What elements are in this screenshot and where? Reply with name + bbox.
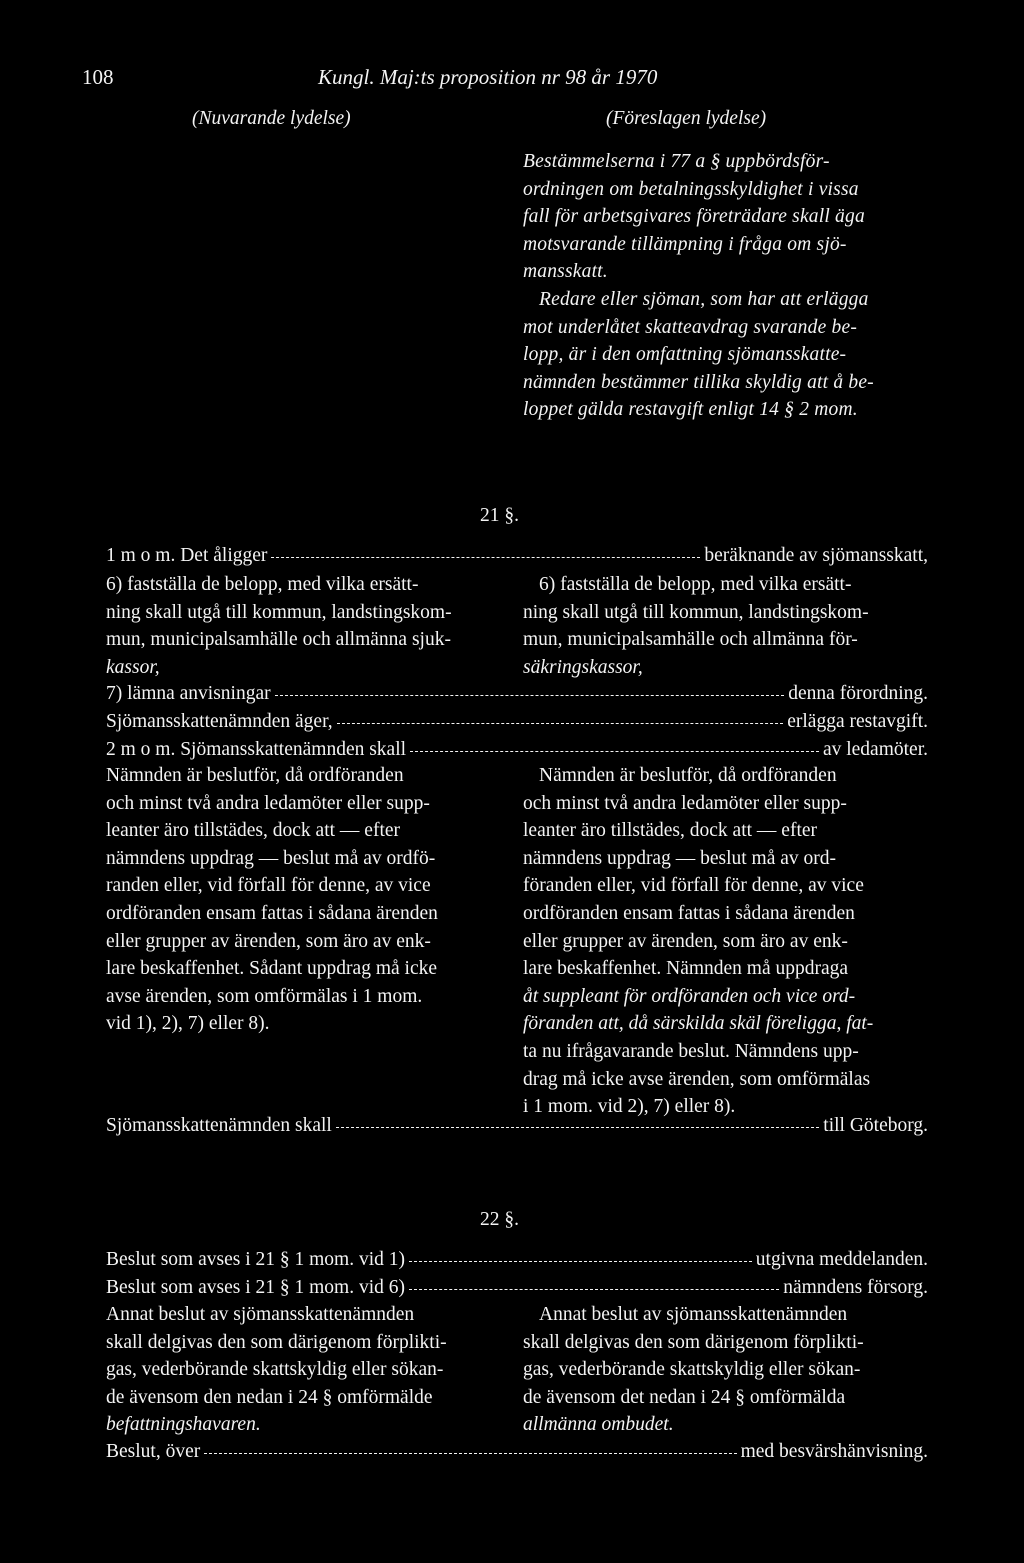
line-end: med besvärshänvisning. bbox=[740, 1441, 928, 1462]
text-line: Redare eller sjöman, som har att erlägga bbox=[539, 288, 869, 310]
text-line: nämndens uppdrag — beslut må av ordfö- bbox=[106, 847, 436, 869]
dash-leader bbox=[271, 542, 700, 570]
text-line: de ävensom det nedan i 24 § omförmälda bbox=[523, 1386, 846, 1408]
text-line: fall för arbetsgivares företrädare skall äga bbox=[523, 206, 865, 228]
text-line: nämnden bestämmer tillika skyldig att å be- bbox=[523, 371, 874, 393]
text-line: avse ärenden, som omförmälas i 1 mom. bbox=[106, 985, 423, 1007]
line-end: utgivna meddelanden. bbox=[755, 1249, 928, 1270]
mom1-line bbox=[106, 542, 928, 570]
text-line: mun, municipalsamhälle och allmänna för- bbox=[523, 629, 858, 651]
section-21-heading: 21 §. bbox=[480, 505, 519, 526]
text-line: 6) fastställa de belopp, med vilka ersätt- bbox=[539, 574, 852, 595]
text-line: Nämnden är beslutför, då ordföranden bbox=[539, 765, 837, 786]
text-line: befattningshavaren. bbox=[106, 1414, 261, 1436]
text-line: mot underlåtet skatteavdrag svarande be- bbox=[523, 316, 858, 338]
vid6-line bbox=[106, 1274, 928, 1302]
line-start: Sjömansskattenämnden äger, bbox=[106, 711, 333, 732]
text-line: lare beskaffenhet. Nämnden må uppdraga bbox=[523, 958, 849, 980]
line-end: beräknande av sjömansskatt, bbox=[704, 545, 928, 566]
page-number: 108 bbox=[82, 65, 114, 89]
dash-leader bbox=[337, 708, 784, 736]
line-start: 2 m o m. Sjömansskattenämnden skall bbox=[106, 739, 407, 760]
text-line: 6) fastställa de belopp, med vilka ersätt- bbox=[106, 574, 419, 595]
text-line: i 1 mom. vid 2), 7) eller 8). bbox=[523, 1096, 736, 1118]
dash-leader bbox=[409, 1246, 752, 1274]
annat-left bbox=[106, 1301, 447, 1439]
dash-leader bbox=[275, 680, 785, 708]
besvar-line bbox=[106, 1438, 928, 1466]
text-line: loppet gälda restavgift enligt 14 § 2 mom. bbox=[523, 399, 858, 421]
text-line: Annat beslut av sjömansskattenämnden bbox=[106, 1304, 415, 1325]
line-start: 7) lämna anvisningar bbox=[106, 683, 271, 704]
line-start: Sjömansskattenämnden skall bbox=[106, 1115, 332, 1136]
text-line: lopp, är i den omfattning sjömansskatte- bbox=[523, 344, 847, 366]
text-line: allmänna ombudet. bbox=[523, 1414, 674, 1436]
line-end: till Göteborg. bbox=[823, 1115, 928, 1136]
text-line: skall delgivas den som därigenom förplikti- bbox=[106, 1331, 447, 1353]
text-line: åt suppleant för ordföranden och vice ord- bbox=[523, 985, 856, 1007]
text-line: föranden eller, vid förfall för denne, av vice bbox=[523, 875, 864, 897]
line-start: Beslut, över bbox=[106, 1441, 201, 1462]
text-line: ning skall utgå till kommun, landstingskom- bbox=[523, 601, 869, 623]
text-line: leanter äro tillstädes, dock att — efter bbox=[106, 820, 401, 842]
text-line: mansskatt. bbox=[523, 261, 608, 283]
intro-right-paragraph bbox=[523, 148, 874, 424]
text-line: Annat beslut av sjömansskattenämnden bbox=[539, 1304, 848, 1325]
text-line: gas, vederbörande skattskyldig eller sökan- bbox=[523, 1359, 861, 1381]
line-end: nämndens försorg. bbox=[783, 1277, 928, 1298]
ager-line bbox=[106, 708, 928, 736]
text-line: mun, municipalsamhälle och allmänna sjuk- bbox=[106, 629, 451, 651]
line-end: denna förordning. bbox=[788, 683, 928, 704]
section-22-heading: 22 §. bbox=[480, 1209, 519, 1230]
text-line: motsvarande tillämpning i fråga om sjö- bbox=[523, 233, 847, 255]
body-left bbox=[106, 762, 438, 1038]
text-line: ta nu ifrågavarande beslut. Nämndens upp- bbox=[523, 1040, 859, 1062]
text-line: Nämnden är beslutför, då ordföranden bbox=[106, 765, 404, 786]
line-end: av ledamöter. bbox=[822, 739, 928, 760]
text-line: drag må icke avse ärenden, som omförmälas bbox=[523, 1068, 871, 1090]
text-line: och minst två andra ledamöter eller supp- bbox=[106, 792, 430, 814]
line-start: Beslut som avses i 21 § 1 mom. vid 6) bbox=[106, 1277, 405, 1298]
vid1-line bbox=[106, 1246, 928, 1274]
text-line: ordföranden ensam fattas i sådana ärenden bbox=[523, 902, 855, 924]
dash-leader bbox=[204, 1438, 736, 1466]
p6-left bbox=[106, 571, 452, 681]
goteborg-line bbox=[106, 1112, 928, 1140]
text-line: eller grupper av ärenden, som äro av enk- bbox=[523, 930, 848, 952]
line-end: erlägga restavgift. bbox=[787, 711, 928, 732]
text-line: kassor, bbox=[106, 656, 160, 678]
body-right bbox=[523, 762, 873, 1121]
p7-line bbox=[106, 680, 928, 708]
dash-leader bbox=[410, 736, 819, 764]
text-line: föranden att, då särskilda skäl föreligga, fat- bbox=[523, 1013, 874, 1035]
left-column-heading: (Nuvarande lydelse) bbox=[192, 108, 351, 129]
mom2-line bbox=[106, 736, 928, 764]
line-start: Beslut som avses i 21 § 1 mom. vid 1) bbox=[106, 1249, 405, 1270]
text-line: lare beskaffenhet. Sådant uppdrag må icke bbox=[106, 958, 438, 980]
text-line: ning skall utgå till kommun, landstingskom- bbox=[106, 601, 452, 623]
text-line: vid 1), 2), 7) eller 8). bbox=[106, 1013, 270, 1035]
right-column-heading: (Föreslagen lydelse) bbox=[606, 108, 767, 129]
document-title: Kungl. Maj:ts proposition nr 98 år 1970 bbox=[318, 65, 658, 89]
text-line: ordningen om betalningsskyldighet i vissa bbox=[523, 178, 859, 200]
line-start: 1 m o m. Det åligger bbox=[106, 545, 268, 566]
text-line: nämndens uppdrag — beslut må av ord- bbox=[523, 847, 837, 869]
text-line: säkringskassor, bbox=[523, 656, 643, 678]
text-line: de ävensom den nedan i 24 § omförmälde bbox=[106, 1386, 433, 1408]
text-line: och minst två andra ledamöter eller supp- bbox=[523, 792, 847, 814]
text-line: ordföranden ensam fattas i sådana ärenden bbox=[106, 902, 438, 924]
text-line: eller grupper av ärenden, som äro av enk- bbox=[106, 930, 431, 952]
text-line: Bestämmelserna i 77 a § uppbördsför- bbox=[523, 151, 830, 172]
text-line: skall delgivas den som därigenom förplikti- bbox=[523, 1331, 864, 1353]
dash-leader bbox=[336, 1112, 819, 1140]
dash-leader bbox=[409, 1274, 779, 1302]
annat-right bbox=[523, 1301, 864, 1439]
text-line: leanter äro tillstädes, dock att — efter bbox=[523, 820, 818, 842]
text-line: randen eller, vid förfall för denne, av vice bbox=[106, 875, 431, 897]
p6-right bbox=[523, 571, 869, 681]
text-line: gas, vederbörande skattskyldig eller sökan- bbox=[106, 1359, 444, 1381]
